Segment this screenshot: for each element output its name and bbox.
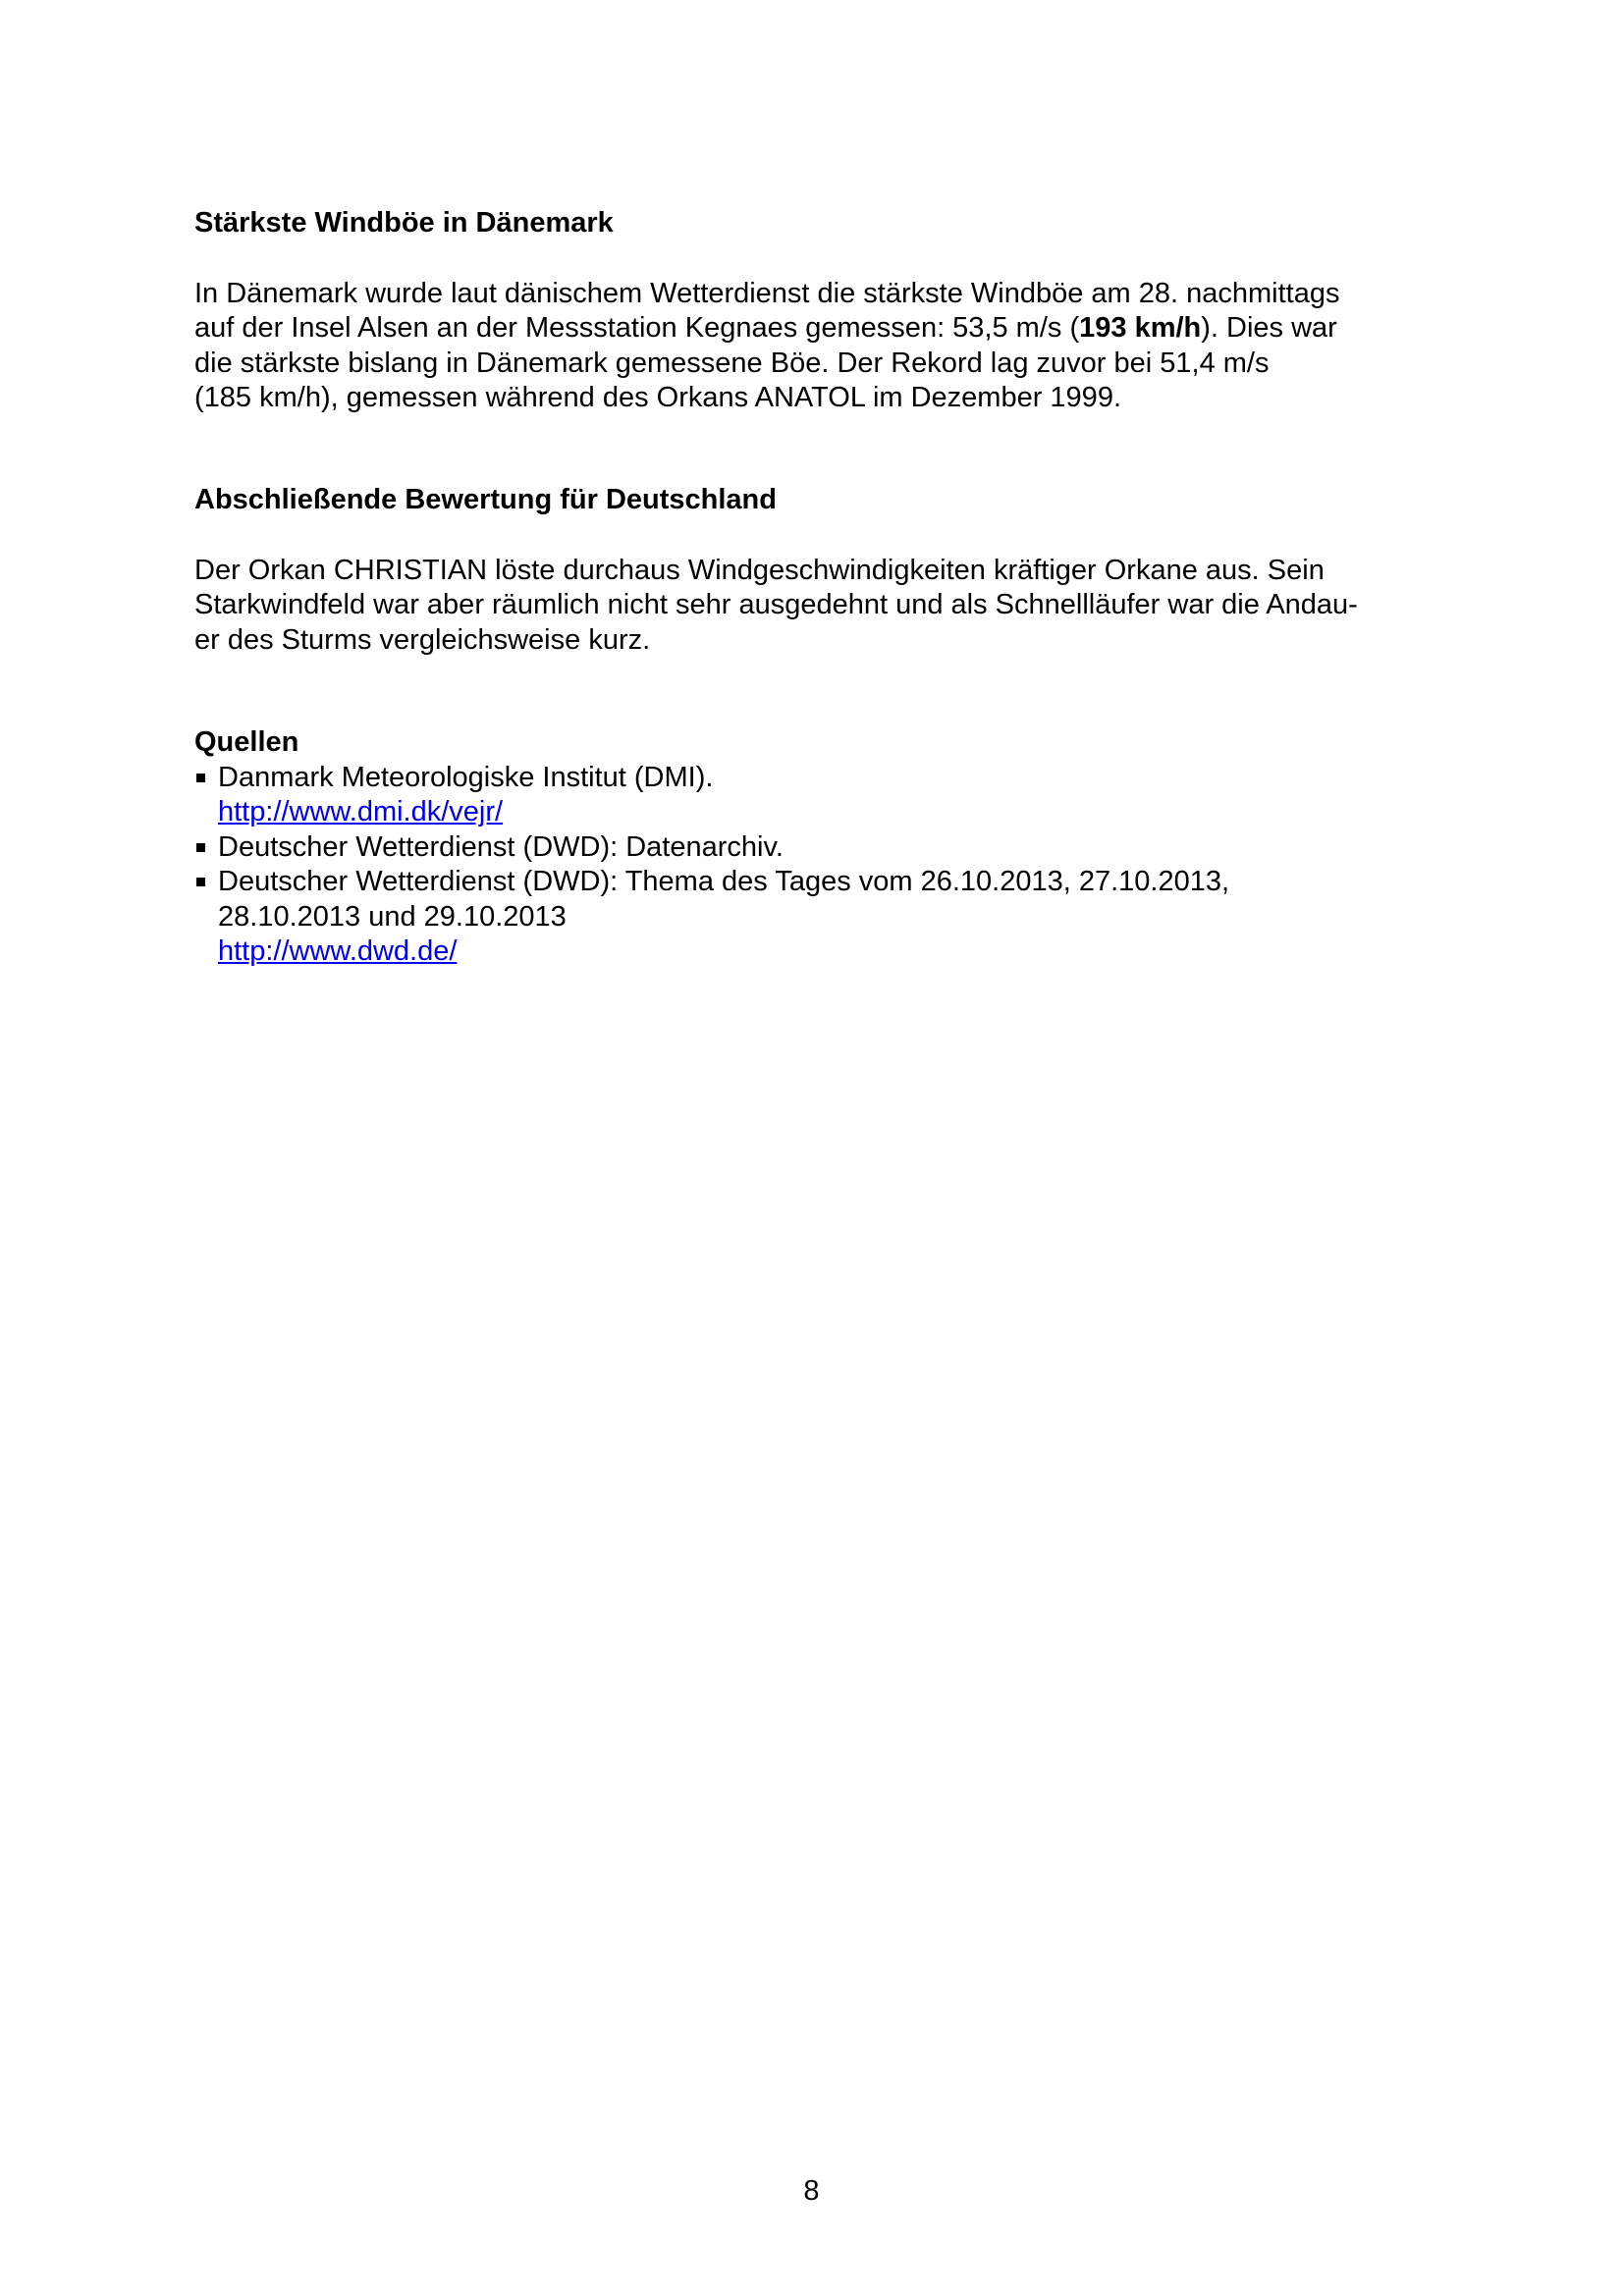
section-sources <box>194 725 1441 970</box>
paragraph-line: In Dänemark wurde laut dänischem Wetterdienst die stärkste Windböe am 28. nachmittags <box>194 277 1340 309</box>
section-heading: Abschließende Bewertung für Deutschland <box>194 484 777 515</box>
paragraph-line <box>194 311 1441 347</box>
section-strongest-gust <box>194 206 1441 416</box>
source-text: Deutscher Wetterdienst (DWD): Datenarchiv. <box>218 830 784 863</box>
bold-value: 193 km/h <box>1079 312 1202 344</box>
paragraph-line: er des Sturms vergleichsweise kurz. <box>194 623 651 656</box>
bullet-icon <box>196 843 205 852</box>
sources-list <box>194 761 1441 970</box>
text-span: auf der Insel Alsen an der Messstation Kegnaes gemessen: 53,5 m/s ( <box>194 312 1080 344</box>
source-item <box>194 865 1441 970</box>
source-text-continued: 28.10.2013 und 29.10.2013 <box>218 900 567 933</box>
paragraph-line: die stärkste bislang in Dänemark gemessene Böe. Der Rekord lag zuvor bei 51,4 m/s <box>194 347 1270 379</box>
source-item <box>194 830 1441 866</box>
section-heading: Stärkste Windböe in Dänemark <box>194 207 614 239</box>
paragraph-line: Starkwindfeld war aber räumlich nicht sehr ausgedehnt und als Schnellläufer war die Andau- <box>194 589 1358 620</box>
sources-heading: Quellen <box>194 726 299 758</box>
source-link-dwd[interactable]: http://www.dwd.de/ <box>218 935 458 967</box>
paragraph-line: (185 km/h), gemessen während des Orkans ANATOL im Dezember 1999. <box>194 382 1122 413</box>
page-number: 8 <box>803 2175 820 2207</box>
bullet-icon <box>196 774 205 782</box>
text-span: ). Dies war <box>1201 312 1337 344</box>
section-assessment <box>194 483 1441 658</box>
bullet-icon <box>196 878 205 886</box>
source-link-dmi[interactable]: http://www.dmi.dk/vejr/ <box>218 796 504 828</box>
paragraph-line: Der Orkan CHRISTIAN löste durchaus Windgeschwindigkeiten kräftiger Orkane aus. Sein <box>194 554 1325 586</box>
source-text: Danmark Meteorologiske Institut (DMI). <box>218 761 714 793</box>
source-item <box>194 761 1441 830</box>
source-text: Deutscher Wetterdienst (DWD): Thema des Tages vom 26.10.2013, 27.10.2013, <box>218 866 1230 897</box>
